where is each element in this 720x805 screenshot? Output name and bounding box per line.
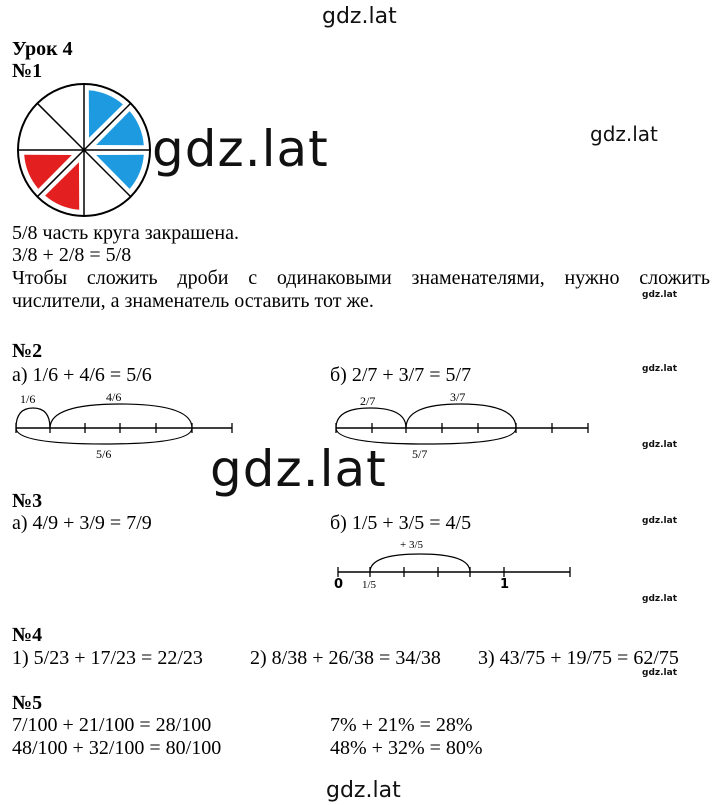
ex1-line1: 5/8 часть круга закрашена. [12,222,239,244]
blue-sector [96,155,144,189]
watermark-right: gdz.lat [590,122,658,146]
watermark-big-2: gdz.lat [210,440,387,498]
arc-label-a-total: 5/6 [96,447,112,461]
ex2-label: №2 [12,340,43,362]
ex1-line2: 3/8 + 2/8 = 5/8 [12,244,132,266]
lesson-title: Урок 4 [12,38,73,60]
ex2-a: а) 1/6 + 4/6 = 5/6 [12,364,152,386]
ex1-rule-line2: числители, а знаменатель оставить тот же. [12,290,374,312]
ex2-b: б) 2/7 + 3/7 = 5/7 [330,364,472,386]
watermark-small-1: gdz.lat [642,290,678,300]
arc-label-b1: 2/7 [360,394,376,408]
watermark-big-1: gdz.lat [152,120,329,178]
ex3-b: б) 1/5 + 3/5 = 4/5 [330,512,472,534]
arc-label-b-total: 5/7 [412,447,428,461]
watermark-small-5: gdz.lat [642,594,678,604]
ex5-left-2: 48/100 + 32/100 = 80/100 [12,737,222,759]
watermark-bottom: gdz.lat [326,778,401,803]
watermark-small-3: gdz.lat [642,440,678,450]
shaded-circle [16,82,156,222]
watermark-small-4: gdz.lat [642,516,678,526]
number-line-ex2-b [330,388,600,468]
watermark-top: gdz.lat [322,4,397,29]
watermark-small-2: gdz.lat [642,364,678,374]
ex5-label: №5 [12,692,43,714]
watermark-small-6: gdz.lat [642,668,678,678]
ex3-a: а) 4/9 + 3/9 = 7/9 [12,512,152,534]
ex5-left-1: 7/100 + 21/100 = 28/100 [12,714,212,736]
label-start: 1/5 [362,579,377,591]
arc-label-a1: 1/6 [20,392,36,406]
ex4-label: №4 [12,624,43,646]
circle-divider [37,103,84,150]
ex4-item-2: 2) 8/38 + 26/38 = 34/38 [250,647,441,669]
ex4-item-3: 3) 43/75 + 19/75 = 62/75 [478,647,679,669]
arc-label-a2: 4/6 [106,390,122,404]
number-line-ex3 [330,534,580,594]
ex5-right-1: 7% + 21% = 28% [330,714,473,736]
arc-label-b2: 3/7 [450,390,466,404]
ex1-rule-line1: Чтобы сложить дроби с одинаковыми знаменателями, нужно сложить [12,267,710,289]
label-arc: + 3/5 [400,539,424,551]
ex5-right-2: 48% + 32% = 80% [330,737,483,759]
number-line-ex2-a [10,388,250,468]
label-one: 1 [500,577,510,592]
label-zero: 0 [334,577,344,592]
ex4-item-1: 1) 5/23 + 17/23 = 22/23 [12,647,203,669]
ex1-label: №1 [12,60,43,82]
ex3-label: №3 [12,490,43,512]
